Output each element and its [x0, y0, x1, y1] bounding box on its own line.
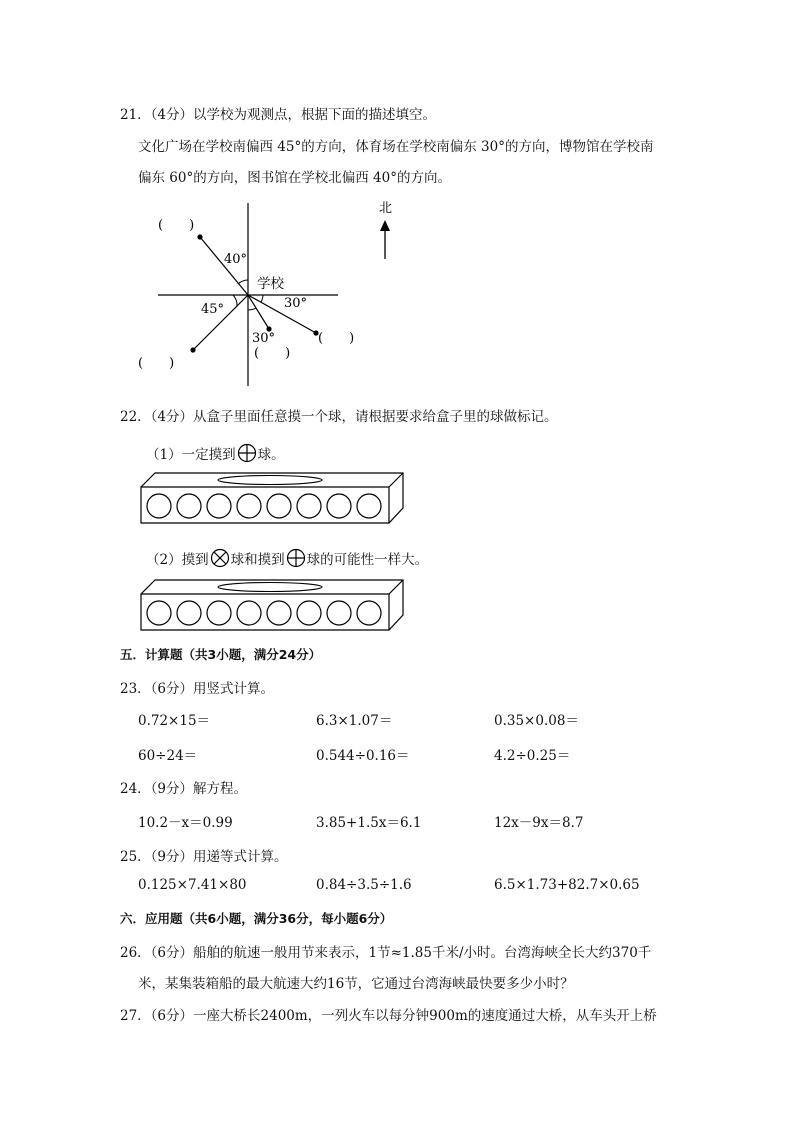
- arc-30-right: [261, 295, 263, 302]
- q27-line1: 27．（6分）一座大桥长2400m，一列火车以每分钟900m的速度通过大桥，从车头开上桥: [120, 1008, 657, 1024]
- q25-title: 25．（9分）用递等式计算。: [120, 849, 288, 865]
- ball-box-2: [135, 576, 410, 636]
- blank-library: ( ): [158, 218, 195, 233]
- q26-line2: 米，某集装箱船的最大航速大约16节，它通过台湾海峡最快要多少小时？: [138, 976, 574, 992]
- q23-item-6: 4.2÷0.25＝: [494, 748, 571, 764]
- ball-box-1: [135, 470, 410, 530]
- angle-30-bottom-label: 30°: [252, 331, 276, 346]
- q21-description-line1: 文化广场在学校南偏西 45°的方向，体育场在学校南偏东 30°的方向，博物馆在学校南: [138, 139, 654, 155]
- culture-square-point: [190, 347, 195, 352]
- q24-item-2: 3.85+1.5x＝6.1: [316, 815, 422, 831]
- q21-title: 21．（4分）以学校为观测点，根据下面的描述填空。: [120, 107, 437, 123]
- q26-line1: 26．（6分）船舶的航速一般用节来表示，1节≈1.85千米/小时。台湾海峡全长大约370千: [120, 945, 652, 961]
- ray-stadium: [248, 295, 269, 329]
- q22-part2-mid: 球和摸到: [230, 552, 285, 568]
- school-label: 学校: [257, 276, 284, 292]
- q22-part1-prefix: （1）一定摸到: [146, 447, 236, 463]
- q23-item-2: 6.3×1.07＝: [316, 713, 393, 729]
- section-5-heading: 五．计算题（共3小题，满分24分）: [120, 647, 322, 662]
- q22-part2-prefix: （2）摸到: [146, 552, 209, 568]
- q23-title: 23．（6分）用竖式计算。: [120, 681, 275, 697]
- q23-item-4: 60÷24＝: [138, 748, 198, 764]
- angle-45-label: 45°: [201, 302, 225, 317]
- q25-item-1: 0.125×7.41×80: [138, 877, 247, 893]
- q25-item-2: 0.84÷3.5÷1.6: [316, 877, 412, 893]
- q24-item-1: 10.2－x＝0.99: [138, 815, 233, 831]
- blank-museum: ( ): [318, 331, 355, 346]
- q22-part1: [146, 443, 285, 463]
- north-label: 北: [379, 201, 393, 216]
- q24-item-3: 12x－9x＝8.7: [494, 815, 584, 831]
- q22-part2-suffix: 球的可能性一样大。: [306, 552, 429, 568]
- section-6-heading: 六．应用题（共6小题，满分36分，每小题6分）: [120, 911, 393, 926]
- cross-ball-icon: [210, 548, 230, 568]
- north-arrowhead-icon: [380, 220, 390, 231]
- plus-ball-icon: [237, 443, 257, 463]
- arc-30-bottom: [248, 308, 256, 310]
- direction-diagram: [0, 0, 794, 400]
- blank-culture-square: ( ): [138, 356, 175, 371]
- q22-title: 22．（4分）从盒子里面任意摸一个球，请根据要求给盒子里的球做标记。: [120, 409, 558, 425]
- q23-item-5: 0.544÷0.16＝: [316, 748, 410, 764]
- q23-item-3: 0.35×0.08＝: [494, 713, 579, 729]
- arc-45: [233, 295, 237, 306]
- q23-item-1: 0.72×15＝: [138, 713, 211, 729]
- blank-stadium: ( ): [254, 346, 291, 361]
- arc-40: [238, 280, 248, 284]
- q21-description-line2: 偏东 60°的方向，图书馆在学校北偏西 40°的方向。: [138, 170, 451, 186]
- q22-part2: [146, 548, 428, 568]
- q25-item-3: 6.5×1.73+82.7×0.65: [494, 877, 640, 893]
- angle-30-right-label: 30°: [284, 296, 308, 311]
- library-point: [197, 234, 202, 239]
- angle-40-label: 40°: [224, 252, 248, 267]
- q22-part1-suffix: 球。: [257, 447, 285, 463]
- q24-title: 24．（9分）解方程。: [120, 781, 248, 797]
- plus-ball-icon: [286, 548, 306, 568]
